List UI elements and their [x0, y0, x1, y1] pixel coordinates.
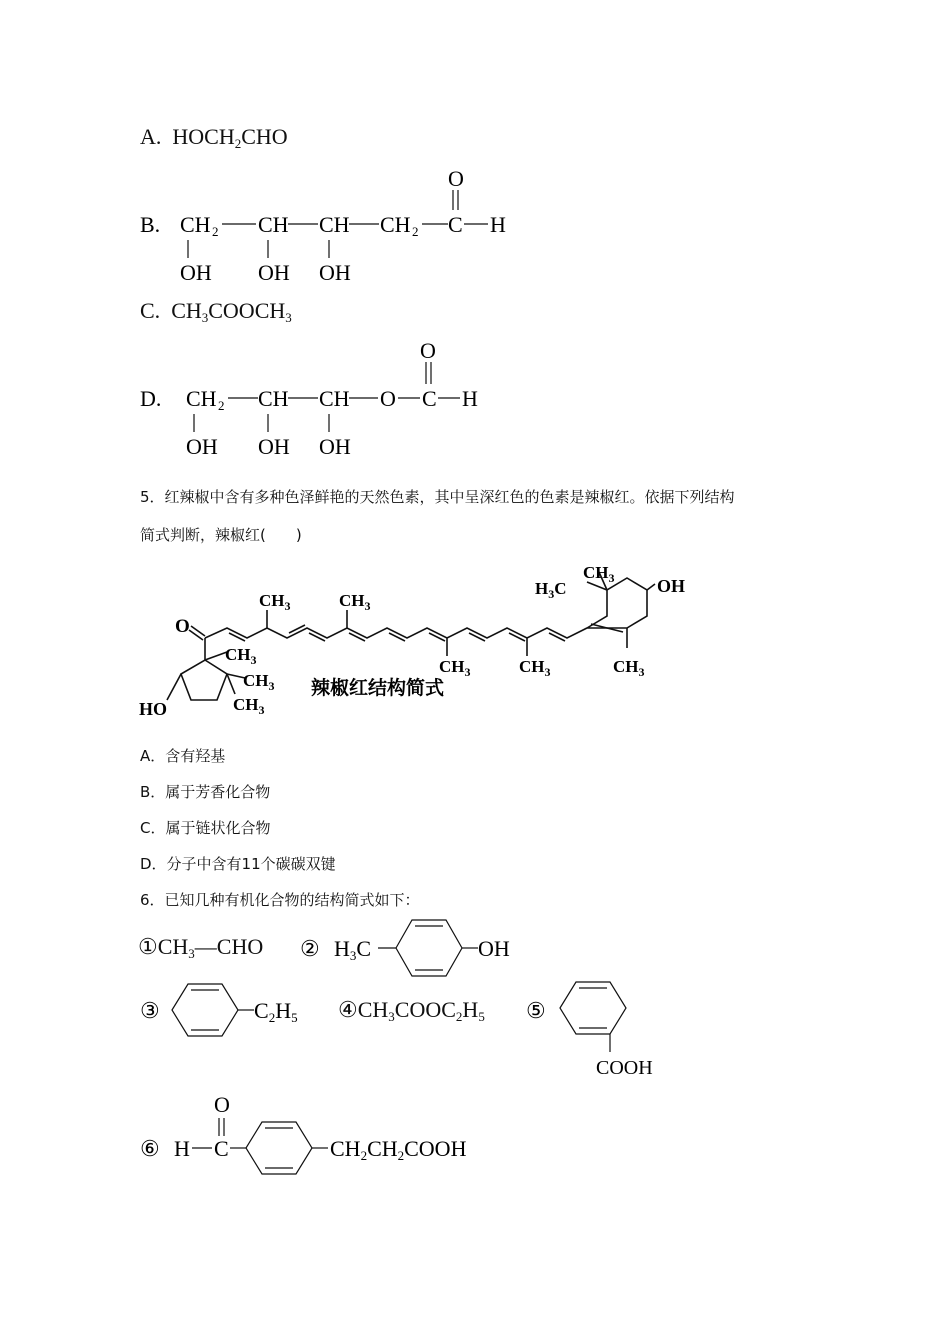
svg-text:OH: OH [186, 434, 218, 459]
svg-text:O: O [420, 338, 436, 363]
svg-text:H3C: $H_3C$ [535, 579, 567, 601]
option-label: A. [140, 124, 162, 149]
svg-text:CH: CH [258, 212, 289, 237]
svg-text:O: O [380, 386, 396, 411]
svg-text:CH3: $CH_3$ [613, 657, 645, 679]
svg-text:HO: HO [139, 699, 168, 719]
svg-text:CH: CH [319, 386, 350, 411]
svg-text:CH: CH [180, 212, 211, 237]
q4-option-a: A. $HOCH_2CHO$ [140, 124, 288, 151]
svg-text:OH: OH [180, 260, 212, 285]
svg-text:C: C [214, 1136, 229, 1161]
svg-text:③: ③ [140, 998, 160, 1023]
compound-4: $④CH_3COOC_2H_5$ [338, 997, 485, 1024]
option-label: C. [140, 298, 161, 323]
svg-text:CH3: $CH_3$ [519, 657, 551, 679]
svg-text:H: H [490, 212, 506, 237]
q5-option-b: B．属于芳香化合物 [140, 783, 271, 801]
q5-stem-line1: 5．红辣椒中含有多种色泽鲜艳的天然色素，其中呈深红色的色素是辣椒红。依据下列结构 [140, 488, 735, 506]
svg-text:H: H [462, 386, 478, 411]
svg-text:O: O [175, 616, 190, 637]
compound-1: $①CH_3—CHO$ [138, 934, 264, 961]
svg-text:CH3: $CH_3$ [339, 591, 371, 613]
structure-caption: 辣椒红结构简式 [311, 678, 445, 699]
svg-text:⑥: ⑥ [140, 1136, 160, 1161]
compound-6 [136, 1090, 496, 1176]
compound-5 [524, 978, 674, 1082]
q5-option-d: D．分子中含有11个碳碳双键 [140, 855, 336, 873]
svg-text:⑤: ⑤ [526, 998, 546, 1023]
svg-text:②: ② [300, 936, 320, 961]
svg-text:OH: OH [258, 434, 290, 459]
svg-text:OH: OH [258, 260, 290, 285]
svg-text:OH: OH [319, 260, 351, 285]
svg-text:CH3: $CH_3$ [439, 657, 471, 679]
svg-text:2: 2 [218, 398, 225, 413]
svg-text:COOH: COOH [596, 1057, 653, 1079]
svg-text:O: O [214, 1092, 230, 1117]
svg-text:2: 2 [412, 224, 419, 239]
svg-text:C: C [422, 386, 437, 411]
q5-option-a: A．含有羟基 [140, 747, 226, 765]
compound-3 [136, 978, 316, 1044]
svg-text:CH2CH2COOH: CH2CH2COOH [330, 1136, 467, 1163]
q6-stem: 6．已知几种有机化合物的结构简式如下： [140, 891, 420, 909]
q4-option-c: C. $CH_3COOCH_3$ [140, 298, 292, 325]
svg-text:CH: CH [380, 212, 411, 237]
svg-text:CH: CH [186, 386, 217, 411]
svg-text:CH: CH [319, 212, 350, 237]
svg-text:2: 2 [212, 224, 219, 239]
svg-text:H3C: H3C [334, 936, 372, 963]
q5-stem-line2: 简式判断，辣椒红( ) [140, 526, 302, 544]
svg-text:OH: OH [319, 434, 351, 459]
q4-option-b-structure [130, 160, 550, 290]
svg-text:CH: CH [258, 386, 289, 411]
svg-text:O: O [448, 166, 464, 191]
svg-text:H: H [174, 1136, 190, 1161]
capsanthin-structure [135, 560, 695, 725]
svg-text:CH3: $CH_3$ [225, 645, 257, 667]
svg-text:C2H5: C2H5 [254, 998, 298, 1025]
svg-text:CH3: $CH_3$ [259, 591, 291, 613]
svg-text:CH3: $CH_3$ [583, 563, 615, 585]
svg-text:OH: OH [478, 936, 510, 961]
svg-text:D.: D. [140, 386, 162, 411]
svg-text:CH3: $CH_3$ [243, 671, 275, 693]
compound-2 [296, 912, 526, 984]
q4-option-d-structure [130, 334, 530, 464]
q5-option-c: C．属于链状化合物 [140, 819, 271, 837]
svg-text:C: C [448, 212, 463, 237]
svg-text:CH3: $CH_3$ [233, 695, 265, 717]
svg-text:OH: OH [657, 576, 686, 596]
svg-text:B.: B. [140, 212, 161, 237]
